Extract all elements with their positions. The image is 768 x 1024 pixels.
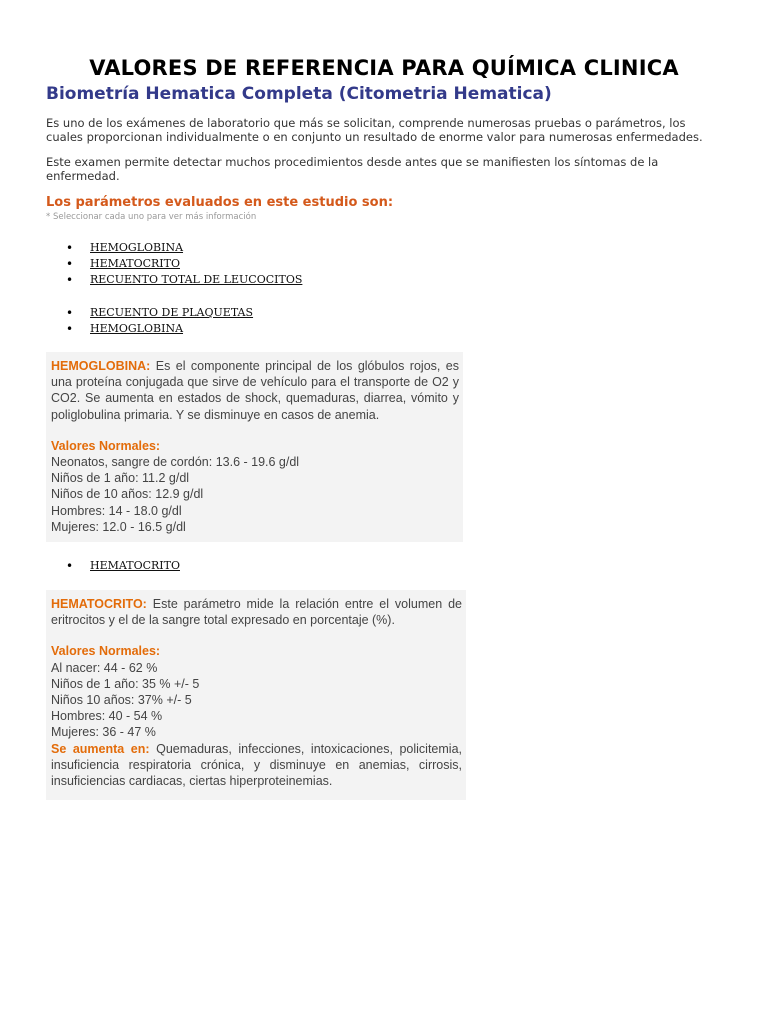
hematocrito-text: Este parámetro mide la relación entre el volumen de eritrocitos y el de la sangre total expresado en porcentaje (%). [51, 597, 462, 628]
list-item [66, 240, 302, 256]
link-hematocrito[interactable]: HEMATOCRITO [90, 257, 180, 270]
hemoglobina-normal-label: Valores Normales: [51, 438, 161, 453]
hemoglobina-values [51, 454, 459, 535]
link-hemoglobina[interactable]: HEMOGLOBINA [90, 241, 184, 254]
parameter-links-list-2 [66, 305, 253, 337]
list-item [66, 256, 302, 272]
hematocrito-description [51, 596, 462, 628]
section-subtitle: Biometría Hematica Completa (Citometria Hematica) [46, 84, 552, 104]
value-item: Mujeres: 12.0 - 16.5 g/dl [51, 519, 186, 534]
hemoglobina-description [51, 358, 459, 423]
value-item: Neonatos, sangre de cordón: 13.6 - 19.6 g/dl [51, 455, 300, 470]
value-item: Al nacer: 44 - 62 % [51, 660, 158, 675]
link-recuento-plaquetas[interactable]: RECUENTO DE PLAQUETAS [90, 306, 254, 319]
document-title: VALORES DE REFERENCIA PARA QUÍMICA CLINICA [89, 56, 679, 81]
value-item: Niños 10 años: 37% +/- 5 [51, 693, 192, 708]
hemoglobina-info-box [46, 352, 463, 542]
link-hematocrito-2[interactable]: HEMATOCRITO [90, 559, 180, 572]
hematocrito-increase [51, 741, 462, 790]
list-item [66, 305, 253, 321]
hemoglobina-label: HEMOGLOBINA: [51, 359, 151, 373]
list-item [66, 321, 253, 337]
list-item [66, 272, 302, 288]
selection-note: * Seleccionar cada uno para ver más información [46, 212, 257, 222]
parameters-heading: Los parámetros evaluados en este estudio son: [46, 195, 394, 210]
hematocrito-increase-text: Quemaduras, infecciones, intoxicaciones, policitemia, insuficiencia respiratoria crónica, y disminuye en anemias, cirrosis, insuficiencias cardiacas, ciertas hiperproteinemias. [51, 741, 462, 789]
value-item: Niños de 1 año: 11.2 g/dl [51, 471, 190, 486]
value-item: Niños de 1 año: 35 % +/- 5 [51, 676, 200, 691]
hemoglobina-text: Es el componente principal de los glóbulos rojos, es una proteína conjugada que sirve de vehículo para el transporte de O2 y CO2. Se aumenta en estados de shock, quemaduras, diarrea, vómito y poliglobulina primaria. Y se disminuye en casos de anemia. [51, 359, 459, 422]
link-recuento-leucocitos[interactable]: RECUENTO TOTAL DE LEUCOCITOS [90, 273, 303, 286]
parameter-links-list-3 [66, 558, 180, 574]
value-item: Mujeres: 36 - 47 % [51, 725, 156, 740]
hematocrito-info-box [46, 590, 466, 800]
hematocrito-values [51, 660, 462, 741]
intro-paragraph-2: Este examen permite detectar muchos procedimientos desde antes que se manifiesten los síntomas de la enfermedad. [46, 155, 659, 183]
value-item: Hombres: 14 - 18.0 g/dl [51, 503, 182, 518]
list-item [66, 558, 180, 574]
intro-paragraph-1: Es uno de los exámenes de laboratorio que más se solicitan, comprende numerosas pruebas o parámetros, los cuales proporcionan individualmente o en conjunto un resultado de enorme valor para numerosas enfermedades. [46, 116, 703, 144]
link-hemoglobina-2[interactable]: HEMOGLOBINA [90, 322, 184, 335]
value-item: Hombres: 40 - 54 % [51, 709, 163, 724]
hematocrito-increase-label: Se aumenta en: [51, 741, 150, 756]
value-item: Niños de 10 años: 12.9 g/dl [51, 487, 204, 502]
parameter-links-list-1 [66, 240, 302, 288]
hematocrito-normal-label: Valores Normales: [51, 644, 161, 659]
hematocrito-label: HEMATOCRITO: [51, 597, 147, 611]
